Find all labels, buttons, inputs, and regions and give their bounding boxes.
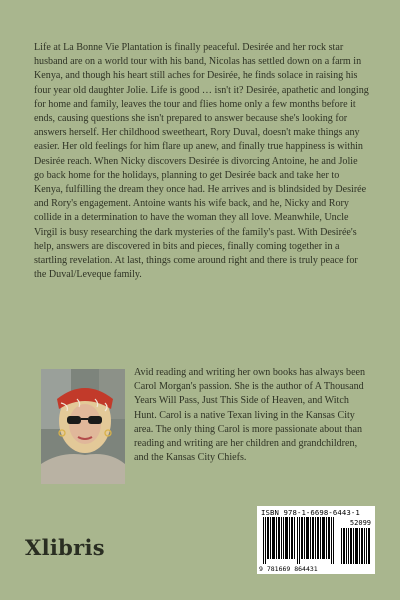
barcode-digits: 9 781669 864431	[259, 565, 318, 573]
barcode-addon-bars	[341, 528, 371, 564]
synopsis-text: Life at La Bonne Vie Plantation is finally peaceful. Desirée and her rock star husband are on a world tour with his band, Nicolas has settled down on a farm in Kenya, and though his heart still aches for Desirée, he finds solace in raising his four year old daughter Jolie. Life is good … isn't it? Desirée, apathetic and longing for home and family, leaves the tour and flies home only a few months before it ends, causing questions she isn't prepared to answer because she's looking for answers herself. Her childhood sweetheart, Rory Duval, doesn't make things any easier. Her old feelings for him flare up anew, and finally true happiness is within Desirée reach. When Nicky discovers Desirée is divorcing Antoine, he and Jolie go back home for the holidays, planning to get Desirée back and take her to Kenya, fulfilling the dream they once had. He arrives and is blindsided by Desirée and Rory's engagement. Antoine wants his wife back, and he, Nicky and Rory collide in a determination to have the woman they all love. Meanwhile, Uncle Virgil is busy researching the dark mysteries of the family's past. With Desirée's help, answers are discovered in bits and pieces, finally coming together in a startling revelation. At last, things come around right and there is truly peace for the Duval/Leveque family.	[34, 42, 369, 281]
isbn-barcode	[257, 506, 375, 574]
publisher-logo: Xlibris	[25, 535, 105, 560]
isbn-label: ISBN 978-1-6698-6443-1	[261, 508, 360, 517]
barcode-bars	[263, 517, 335, 564]
author-photo	[41, 369, 125, 484]
author-bio-text: Avid reading and writing her own books has always been Carol Morgan's passion. She is the author of A Thousand Years Will Pass, Just This Side of Heaven, and Witch Hunt. Carol is a native Texan living in the Kansas City area. The only thing Carol is more passionate about than reading and writing are her children and grandchildren, and the Kansas City Chiefs.	[134, 367, 366, 464]
price-code: 52099	[349, 519, 371, 527]
